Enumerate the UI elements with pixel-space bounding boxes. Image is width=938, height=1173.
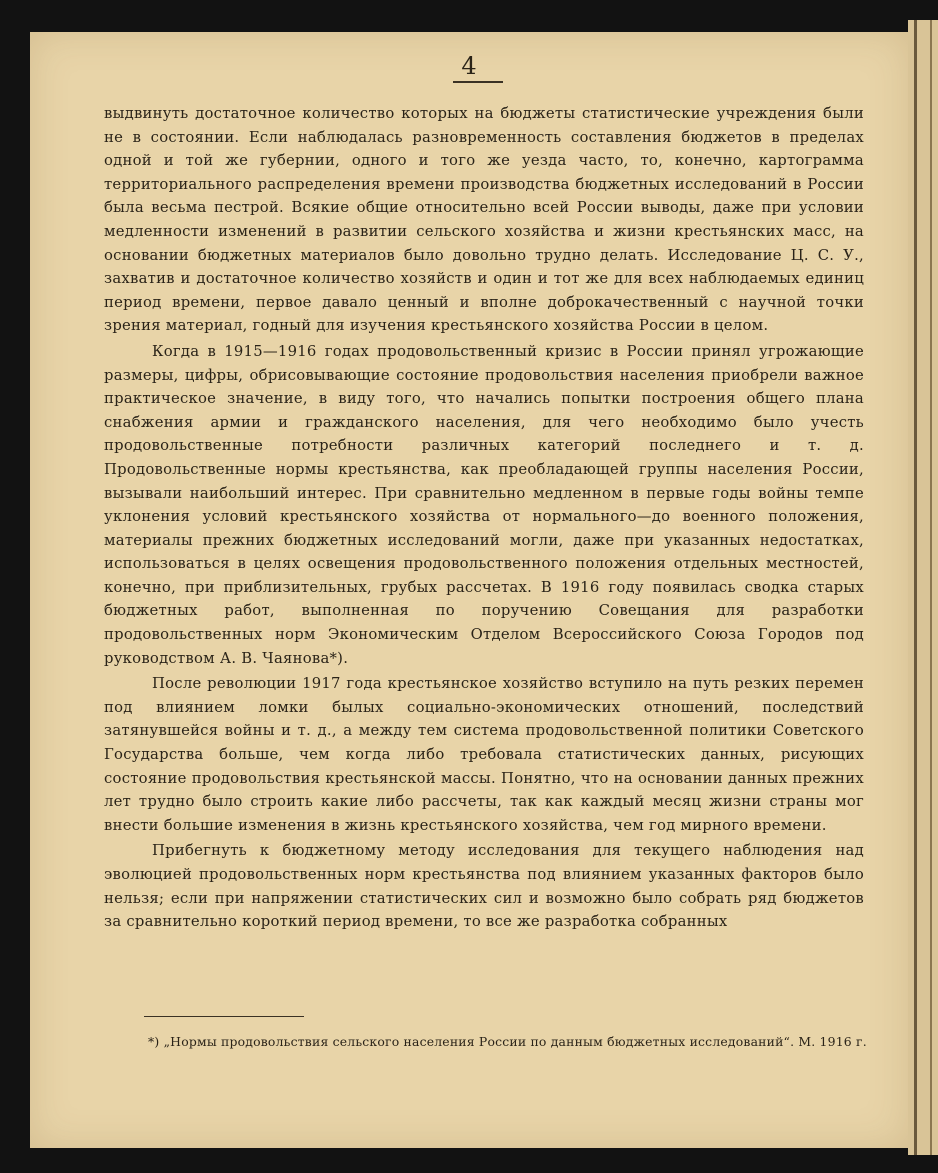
page-edge-line: [914, 20, 917, 1155]
footnote-separator: [144, 1016, 304, 1017]
footnote: *) „Нормы продовольствия сельского населения России по данным бюджетных исследований“. М. 1916 г.: [148, 1034, 867, 1049]
paragraph: Когда в 1915—1916 годах продовольственный кризис в России принял угрожающие размеры, цифры, обрисовывающие состояние продовольствия населения приобрели важное практическое значение, в виду того, что начались попытки построения общего плана снабжения армии и гражданского населения, для чего необходимо было учесть продовольственные потребности различных категорий последнего и т. д. Продовольственные нормы крестьянства, как преобладающей группы населения России, вызывали наибольший интерес. При сравнительно медленном в первые годы войны темпе уклонения условий крестьянского хозяйства от нормального—до военного положения, материалы прежних бюджетных исследований могли, даже при указанных недостатках, использоваться в целях освещения продовольственного положения отдельных местностей, конечно, при приблизительных, грубых рассчетах. В 1916 году появилась сводка старых бюджетных работ, выполненная по поручению Совещания для разработки продовольственных норм Экономическим Отделом Всероссийского Союза Городов под руководством А. В. Чаянова*).: [104, 342, 864, 667]
page-number: 4: [461, 52, 477, 80]
document-page: [30, 32, 908, 1148]
paragraph: выдвинуть достаточное количество которых на бюджеты статистические учреждения были не в состоянии. Если наблюдалась разновременность составления бюджетов в пределах одной и той же губернии, одного и того же уезда часто, то, конечно, картограмма территориального распределения времени производства бюджетных исследований в России была весьма пестрой. Всякие общие относительно всей России выводы, даже при условии медленности изменений в развитии сельского хозяйства и жизни крестьянских масс, на основании бюджетных материалов было довольно трудно делать. Исследование Ц. С. У., захватив и достаточное количество хозяйств и один и тот же для всех наблюдаемых единиц период времени, первое давало ценный и вполне доброкачественный с научной точки зрения материал, годный для изучения крестьянского хозяйства России в целом.: [104, 105, 864, 335]
paragraph: После революции 1917 года крестьянское хозяйство вступило на путь резких перемен под влиянием ломки былых социально-экономических отношений, последствий затянувшейся войны и т. д., а между тем система продовольственной политики Советского Государства больше, чем когда либо требовала статистических данных, рисующих состояние продовольствия крестьянской массы. Понятно, что на основании данных прежних лет трудно было строить какие либо рассчеты, так как каждый месяц жизни страны мог внести большие изменения в жизнь крестьянского хозяйства, чем год мирного времени.: [104, 675, 864, 834]
adjacent-page-edge: [908, 20, 938, 1155]
paragraph: Прибегнуть к бюджетному методу исследования для текущего наблюдения над эволюцией продовольственных норм крестьянства под влиянием указанных факторов было нельзя; если при напряжении статистических сил и возможно было собрать ряд бюджетов за сравнительно короткий период времени, то все же разработка собранных: [104, 842, 864, 931]
body-text: [104, 102, 864, 934]
page-edge-line: [930, 20, 932, 1155]
page-number-underline: [453, 81, 503, 83]
